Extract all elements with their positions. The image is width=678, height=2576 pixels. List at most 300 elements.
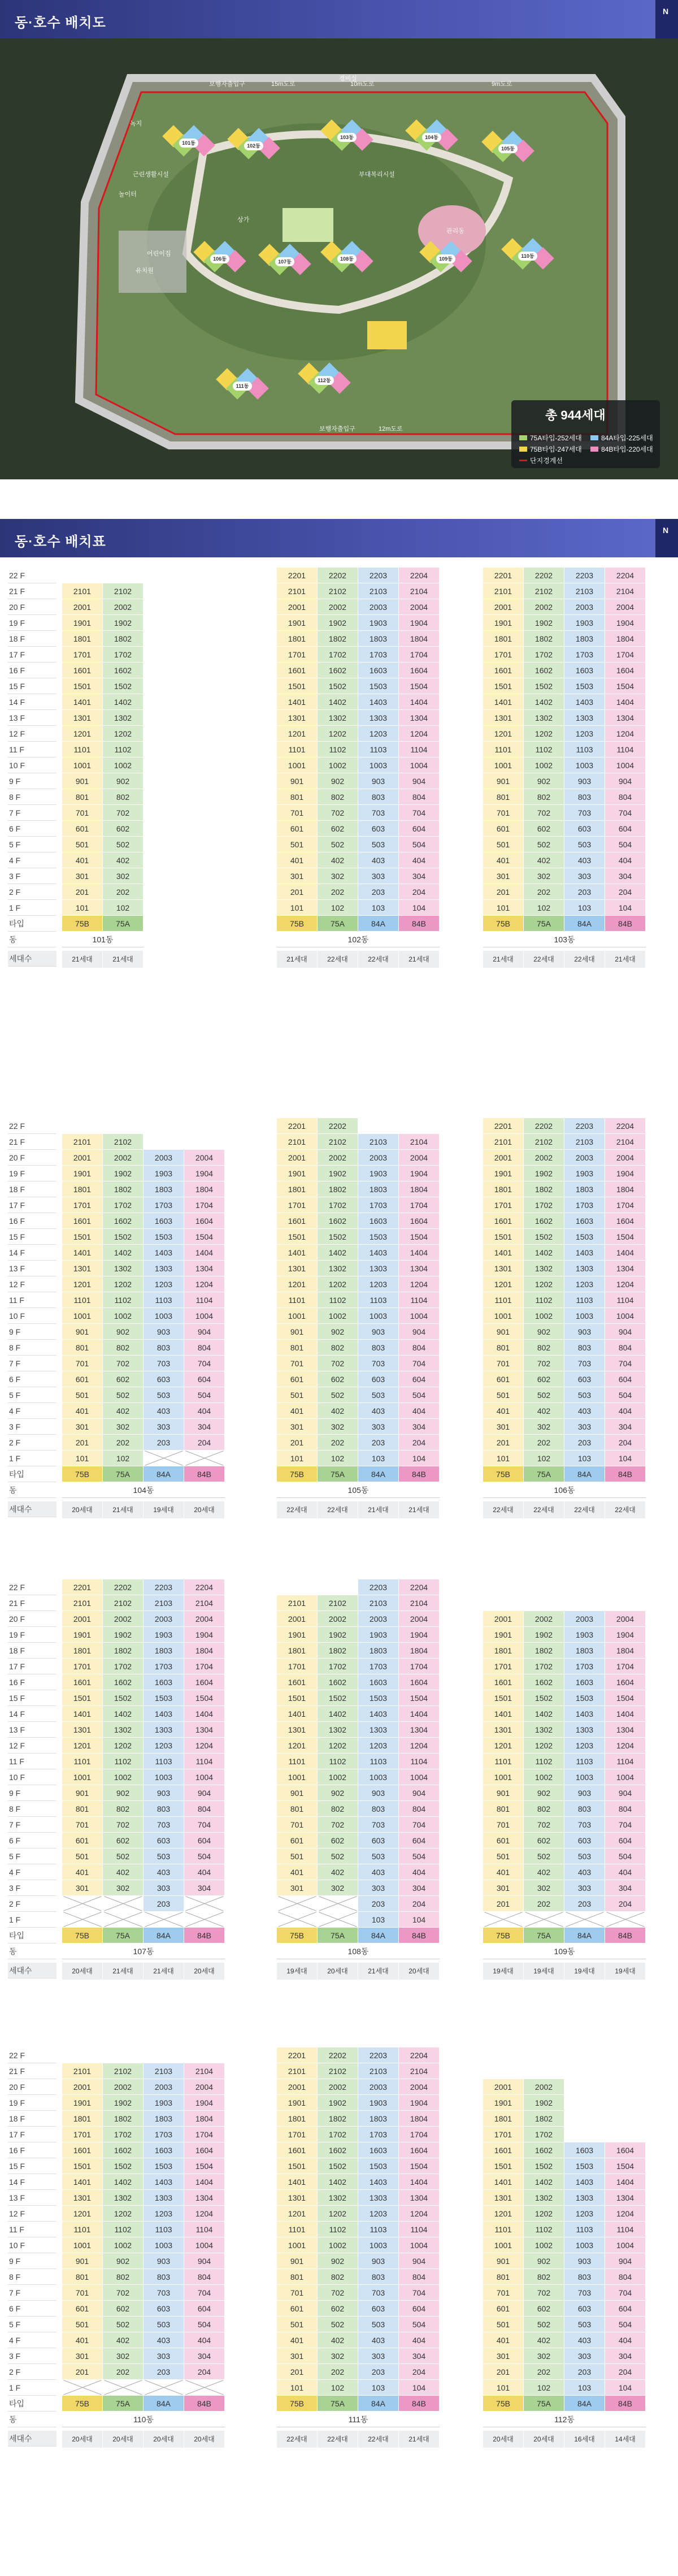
floor-label: 20 F bbox=[8, 1150, 56, 1166]
unit-cell: 901 bbox=[62, 773, 103, 789]
unit-cell: 904 bbox=[605, 773, 646, 789]
building-name: 102동 bbox=[277, 932, 440, 947]
floor-label: 6 F bbox=[8, 1833, 56, 1848]
unit-cell: 604 bbox=[605, 1833, 646, 1848]
unit-cell: 1701 bbox=[483, 1659, 524, 1674]
unit-cell: 1401 bbox=[483, 1706, 524, 1722]
unit-cell: 1602 bbox=[103, 663, 144, 678]
unit-cell: 1701 bbox=[483, 1197, 524, 1213]
unit-cell: 1002 bbox=[103, 2237, 144, 2253]
unit-cell: 1502 bbox=[103, 678, 144, 694]
unit-cell: 1602 bbox=[103, 1674, 144, 1690]
unit-cell: 1203 bbox=[144, 2206, 184, 2222]
building-name: 104동 bbox=[62, 1482, 225, 1498]
unit-cell: 902 bbox=[318, 1785, 358, 1801]
unit-cell-empty bbox=[103, 2380, 144, 2396]
unit-cell: 701 bbox=[483, 805, 524, 821]
unit-type: 84B bbox=[184, 1928, 225, 1943]
floor-label: 7 F bbox=[8, 1817, 56, 1833]
unit-cell: 1002 bbox=[103, 757, 144, 773]
unit-cell: 901 bbox=[483, 773, 524, 789]
unit-cell: 1803 bbox=[144, 2111, 184, 2127]
unit-cell: 2004 bbox=[605, 1611, 646, 1627]
unit-type: 75B bbox=[483, 1928, 524, 1943]
unit-cell: 1204 bbox=[605, 1276, 646, 1292]
unit-cell: 1801 bbox=[62, 1181, 103, 1197]
unit-cell: 1803 bbox=[358, 2111, 399, 2127]
unit-cell: 401 bbox=[483, 852, 524, 868]
unit-cell: 604 bbox=[399, 2301, 440, 2317]
unit-cell: 202 bbox=[524, 2364, 564, 2380]
unit-cell: 103 bbox=[358, 1451, 399, 1466]
unit-count: 22세대 bbox=[564, 1501, 605, 1518]
unit-cell: 604 bbox=[605, 821, 646, 837]
unit-cell: 1404 bbox=[399, 2174, 440, 2190]
unit-cell: 2102 bbox=[318, 1134, 358, 1150]
unit-cell: 1801 bbox=[483, 631, 524, 647]
unit-cell: 401 bbox=[277, 2332, 318, 2348]
unit-cell: 1304 bbox=[184, 1722, 225, 1738]
legend-item: 84A타입-225세대 bbox=[590, 433, 653, 443]
unit-cell: 2101 bbox=[277, 1595, 318, 1611]
unit-cell: 1403 bbox=[358, 1706, 399, 1722]
unit-count: 22세대 bbox=[318, 951, 358, 968]
unit-type: 84A bbox=[564, 1928, 605, 1943]
unit-cell: 1601 bbox=[483, 1213, 524, 1229]
unit-cell: 1602 bbox=[524, 1213, 564, 1229]
unit-cell: 1701 bbox=[483, 647, 524, 663]
unit-count: 20세대 bbox=[184, 1501, 225, 1518]
unit-cell: 302 bbox=[103, 868, 144, 884]
unit-cell: 202 bbox=[103, 884, 144, 900]
unit-cell: 2102 bbox=[103, 1134, 144, 1150]
unit-cell: 1501 bbox=[483, 678, 524, 694]
floor-label: 15 F bbox=[8, 678, 56, 694]
unit-cell: 1501 bbox=[62, 1229, 103, 1245]
unit-cell: 504 bbox=[399, 837, 440, 852]
unit-cell: 703 bbox=[144, 1356, 184, 1371]
unit-cell: 804 bbox=[605, 2269, 646, 2285]
unit-cell: 2201 bbox=[483, 568, 524, 583]
unit-cell: 1504 bbox=[184, 1690, 225, 1706]
building-block bbox=[257, 240, 308, 285]
unit-cell: 603 bbox=[144, 2301, 184, 2317]
unit-cell: 404 bbox=[605, 2332, 646, 2348]
unit-cell: 1203 bbox=[358, 1276, 399, 1292]
floor-label: 21 F bbox=[8, 2063, 56, 2079]
unit-cell: 1003 bbox=[564, 2237, 605, 2253]
floor-label: 7 F bbox=[8, 805, 56, 821]
unit-cell: 1004 bbox=[399, 757, 440, 773]
unit-cell: 1001 bbox=[483, 757, 524, 773]
unit-cell: 1601 bbox=[62, 663, 103, 678]
unit-cell: 902 bbox=[318, 773, 358, 789]
building-label: 103동 bbox=[337, 133, 357, 142]
unit-cell: 1003 bbox=[564, 757, 605, 773]
unit-cell: 1001 bbox=[62, 1769, 103, 1785]
unit-cell: 1001 bbox=[277, 1308, 318, 1324]
unit-cell: 1801 bbox=[62, 2111, 103, 2127]
unit-cell: 1601 bbox=[277, 1213, 318, 1229]
unit-cell: 801 bbox=[277, 789, 318, 805]
unit-cell: 501 bbox=[483, 1387, 524, 1403]
unit-cell: 902 bbox=[103, 773, 144, 789]
unit-cell: 1302 bbox=[318, 2190, 358, 2206]
unit-cell: 802 bbox=[318, 1801, 358, 1817]
unit-cell: 701 bbox=[277, 1817, 318, 1833]
unit-cell: 1702 bbox=[103, 1659, 144, 1674]
unit-cell: 1102 bbox=[318, 1754, 358, 1769]
unit-type: 75B bbox=[62, 916, 103, 932]
unit-cell: 1101 bbox=[62, 1754, 103, 1769]
unit-cell: 1101 bbox=[277, 1754, 318, 1769]
unit-cell: 1602 bbox=[318, 1674, 358, 1690]
unit-cell: 2101 bbox=[62, 583, 103, 599]
unit-cell: 1003 bbox=[144, 2237, 184, 2253]
unit-cell: 1202 bbox=[103, 1276, 144, 1292]
unit-cell: 1104 bbox=[605, 1292, 646, 1308]
floor-label: 16 F bbox=[8, 1213, 56, 1229]
unit-cell: 1102 bbox=[524, 1292, 564, 1308]
unit-cell: 1604 bbox=[605, 1213, 646, 1229]
unit-type: 84A bbox=[564, 916, 605, 932]
unit-cell: 203 bbox=[358, 1435, 399, 1451]
unit-cell: 1804 bbox=[184, 1181, 225, 1197]
unit-cell: 1401 bbox=[62, 1245, 103, 1261]
unit-cell: 1802 bbox=[103, 2111, 144, 2127]
unit-cell: 1504 bbox=[399, 2158, 440, 2174]
unit-cell: 704 bbox=[399, 2285, 440, 2301]
unit-cell: 1004 bbox=[184, 1308, 225, 1324]
unit-cell: 802 bbox=[318, 2269, 358, 2285]
unit-cell: 1901 bbox=[277, 615, 318, 631]
unit-cell: 1203 bbox=[358, 2206, 399, 2222]
unit-cell: 1502 bbox=[318, 2158, 358, 2174]
unit-cell: 1503 bbox=[358, 678, 399, 694]
unit-cell: 1203 bbox=[358, 726, 399, 742]
unit-cell: 304 bbox=[184, 1419, 225, 1435]
unit-cell: 1902 bbox=[318, 1166, 358, 1181]
unit-cell: 804 bbox=[605, 1801, 646, 1817]
unit-cell: 103 bbox=[564, 2380, 605, 2396]
unit-cell: 1703 bbox=[144, 1659, 184, 1674]
unit-count: 20세대 bbox=[62, 1963, 103, 1980]
building-label: 109동 bbox=[436, 254, 455, 263]
unit-cell: 1602 bbox=[524, 1674, 564, 1690]
unit-cell: 2102 bbox=[318, 1595, 358, 1611]
building-name: 107동 bbox=[62, 1943, 225, 1959]
unit-cell: 1102 bbox=[318, 2222, 358, 2237]
unit-cell: 2004 bbox=[399, 599, 440, 615]
unit-cell: 1403 bbox=[358, 694, 399, 710]
building-label: 106동 bbox=[210, 254, 229, 263]
unit-cell: 703 bbox=[564, 805, 605, 821]
unit-cell: 401 bbox=[277, 852, 318, 868]
building-label: 110동 bbox=[518, 252, 537, 261]
unit-cell: 1503 bbox=[358, 1229, 399, 1245]
unit-cell: 801 bbox=[483, 2269, 524, 2285]
unit-cell: 303 bbox=[358, 2348, 399, 2364]
unit-cell: 604 bbox=[184, 1833, 225, 1848]
legend-item: 84B타입-220세대 bbox=[590, 444, 653, 454]
unit-cell: 1403 bbox=[144, 1706, 184, 1722]
unit-cell-empty bbox=[318, 1896, 358, 1912]
unit-cell: 1203 bbox=[564, 2206, 605, 2222]
unit-cell: 1502 bbox=[524, 2158, 564, 2174]
unit-cell: 1602 bbox=[103, 2142, 144, 2158]
unit-cell: 901 bbox=[62, 1324, 103, 1340]
unit-cell: 902 bbox=[524, 1785, 564, 1801]
unit-cell: 602 bbox=[103, 2301, 144, 2317]
legend-item: 75B타입-247세대 bbox=[519, 444, 582, 454]
unit-cell: 1004 bbox=[605, 757, 646, 773]
unit-count: 16세대 bbox=[564, 2431, 605, 2448]
unit-cell: 802 bbox=[524, 1801, 564, 1817]
unit-cell: 904 bbox=[399, 773, 440, 789]
unit-cell: 703 bbox=[564, 1817, 605, 1833]
unit-cell: 103 bbox=[564, 1451, 605, 1466]
unit-cell: 1702 bbox=[318, 1197, 358, 1213]
unit-cell: 902 bbox=[103, 1324, 144, 1340]
unit-count: 21세대 bbox=[399, 1501, 440, 1518]
unit-cell: 2001 bbox=[483, 1150, 524, 1166]
unit-cell: 2101 bbox=[483, 1134, 524, 1150]
unit-cell: 1103 bbox=[144, 2222, 184, 2237]
unit-cell: 701 bbox=[483, 1356, 524, 1371]
unit-cell: 1304 bbox=[605, 1722, 646, 1738]
unit-cell: 502 bbox=[524, 1387, 564, 1403]
unit-cell: 1601 bbox=[483, 1674, 524, 1690]
unit-cell: 1701 bbox=[277, 647, 318, 663]
unit-cell: 302 bbox=[318, 868, 358, 884]
unit-cell: 1204 bbox=[184, 1276, 225, 1292]
unit-cell: 1101 bbox=[277, 2222, 318, 2237]
floor-label: 18 F bbox=[8, 1643, 56, 1659]
unit-cell: 1304 bbox=[399, 2190, 440, 2206]
unit-cell: 1101 bbox=[277, 1292, 318, 1308]
unit-cell: 1802 bbox=[103, 1643, 144, 1659]
unit-cell: 101 bbox=[277, 2380, 318, 2396]
unit-cell: 1802 bbox=[103, 631, 144, 647]
unit-cell: 202 bbox=[318, 884, 358, 900]
unit-cell: 1101 bbox=[483, 1754, 524, 1769]
unit-cell: 1903 bbox=[144, 2095, 184, 2111]
unit-cell: 902 bbox=[103, 2253, 144, 2269]
building-name: 108동 bbox=[277, 1943, 440, 1959]
unit-cell: 1704 bbox=[184, 1659, 225, 1674]
unit-cell: 1902 bbox=[524, 2095, 564, 2111]
unit-cell: 1203 bbox=[358, 1738, 399, 1754]
unit-cell: 503 bbox=[144, 2317, 184, 2332]
unit-cell: 1803 bbox=[358, 631, 399, 647]
floor-label: 3 F bbox=[8, 1419, 56, 1435]
unit-cell: 803 bbox=[564, 2269, 605, 2285]
unit-cell: 203 bbox=[144, 2364, 184, 2380]
unit-cell: 1903 bbox=[358, 615, 399, 631]
unit-cell: 1402 bbox=[103, 694, 144, 710]
unit-cell: 202 bbox=[524, 1896, 564, 1912]
unit-cell: 201 bbox=[483, 884, 524, 900]
unit-cell: 903 bbox=[358, 1785, 399, 1801]
unit-cell: 301 bbox=[483, 1419, 524, 1435]
unit-cell: 1604 bbox=[399, 1674, 440, 1690]
unit-cell: 904 bbox=[399, 1324, 440, 1340]
unit-cell: 601 bbox=[277, 1371, 318, 1387]
floor-label: 21 F bbox=[8, 1134, 56, 1150]
unit-cell: 1001 bbox=[483, 1308, 524, 1324]
unit-cell: 1003 bbox=[358, 1769, 399, 1785]
building-block bbox=[297, 359, 347, 404]
unit-cell: 2202 bbox=[318, 568, 358, 583]
sedae-row-label: 세대수 bbox=[8, 951, 56, 967]
map-label: 상가 bbox=[237, 217, 250, 223]
unit-type: 75B bbox=[483, 2396, 524, 2412]
unit-cell: 201 bbox=[277, 2364, 318, 2380]
unit-cell: 1501 bbox=[62, 678, 103, 694]
floor-label: 9 F bbox=[8, 1785, 56, 1801]
unit-cell: 2002 bbox=[318, 599, 358, 615]
unit-cell: 301 bbox=[483, 1880, 524, 1896]
unit-cell-empty bbox=[524, 1912, 564, 1928]
unit-cell: 1103 bbox=[358, 2222, 399, 2237]
unit-cell: 503 bbox=[564, 837, 605, 852]
unit-cell: 701 bbox=[62, 805, 103, 821]
floor-label: 22 F bbox=[8, 2047, 56, 2063]
dong-row-label: 동 bbox=[8, 1943, 56, 1959]
unit-cell: 1104 bbox=[399, 742, 440, 757]
unit-cell: 901 bbox=[483, 1324, 524, 1340]
floor-label: 10 F bbox=[8, 1769, 56, 1785]
unit-cell: 2204 bbox=[605, 1118, 646, 1134]
unit-cell: 2103 bbox=[144, 1595, 184, 1611]
unit-cell: 303 bbox=[144, 1880, 184, 1896]
unit-cell: 1903 bbox=[144, 1166, 184, 1181]
unit-cell: 2004 bbox=[399, 1150, 440, 1166]
unit-cell: 1804 bbox=[605, 1643, 646, 1659]
unit-cell: 1903 bbox=[358, 1166, 399, 1181]
unit-cell: 404 bbox=[184, 1864, 225, 1880]
unit-cell: 602 bbox=[103, 821, 144, 837]
unit-cell: 901 bbox=[277, 2253, 318, 2269]
unit-cell: 301 bbox=[62, 2348, 103, 2364]
unit-cell: 1404 bbox=[184, 1245, 225, 1261]
unit-cell: 701 bbox=[277, 2285, 318, 2301]
unit-count: 22세대 bbox=[524, 951, 564, 968]
unit-cell: 401 bbox=[277, 1403, 318, 1419]
unit-cell: 203 bbox=[564, 1435, 605, 1451]
unit-cell: 1103 bbox=[358, 1754, 399, 1769]
map-label: 보행자출입구 bbox=[209, 81, 245, 88]
unit-cell: 1803 bbox=[144, 1181, 184, 1197]
unit-cell: 601 bbox=[483, 1833, 524, 1848]
unit-cell: 603 bbox=[564, 1833, 605, 1848]
unit-cell: 2002 bbox=[524, 599, 564, 615]
unit-cell: 1603 bbox=[564, 1674, 605, 1690]
unit-cell: 2201 bbox=[62, 1579, 103, 1595]
unit-cell: 1802 bbox=[318, 1643, 358, 1659]
unit-cell: 2201 bbox=[483, 1118, 524, 1134]
unit-cell: 1703 bbox=[564, 1659, 605, 1674]
unit-cell: 1304 bbox=[605, 710, 646, 726]
unit-cell: 1103 bbox=[144, 1292, 184, 1308]
unit-cell: 1902 bbox=[318, 615, 358, 631]
unit-type: 84B bbox=[399, 2396, 440, 2412]
unit-cell: 1503 bbox=[144, 2158, 184, 2174]
unit-cell: 1304 bbox=[399, 1722, 440, 1738]
unit-cell: 1201 bbox=[277, 2206, 318, 2222]
unit-cell: 1203 bbox=[144, 1276, 184, 1292]
unit-cell: 1302 bbox=[318, 1722, 358, 1738]
unit-cell: 502 bbox=[318, 2317, 358, 2332]
floor-label: 8 F bbox=[8, 789, 56, 805]
unit-cell: 303 bbox=[564, 1880, 605, 1896]
unit-cell: 1603 bbox=[144, 2142, 184, 2158]
unit-cell: 801 bbox=[483, 1340, 524, 1356]
unit-cell: 1902 bbox=[524, 615, 564, 631]
unit-cell: 1604 bbox=[605, 663, 646, 678]
unit-cell: 301 bbox=[62, 1880, 103, 1896]
unit-cell: 1702 bbox=[524, 2127, 564, 2142]
unit-cell: 2103 bbox=[564, 583, 605, 599]
building-name: 112동 bbox=[483, 2412, 646, 2427]
unit-cell-empty bbox=[318, 1912, 358, 1928]
unit-cell: 303 bbox=[358, 868, 399, 884]
unit-cell: 1804 bbox=[605, 631, 646, 647]
floor-label: 5 F bbox=[8, 2317, 56, 2332]
unit-cell: 1901 bbox=[483, 1627, 524, 1643]
unit-cell: 1502 bbox=[103, 2158, 144, 2174]
unit-cell: 1504 bbox=[399, 1690, 440, 1706]
unit-cell: 903 bbox=[144, 2253, 184, 2269]
unit-cell: 2103 bbox=[144, 2063, 184, 2079]
floor-label: 2 F bbox=[8, 884, 56, 900]
unit-type: 75A bbox=[103, 1466, 144, 1482]
unit-cell: 502 bbox=[524, 1848, 564, 1864]
unit-cell: 1202 bbox=[103, 1738, 144, 1754]
unit-cell: 1204 bbox=[399, 2206, 440, 2222]
unit-cell-empty bbox=[184, 1912, 225, 1928]
unit-cell: 1104 bbox=[605, 2222, 646, 2237]
floor-label: 11 F bbox=[8, 1754, 56, 1769]
unit-cell: 2202 bbox=[524, 568, 564, 583]
unit-cell: 1004 bbox=[184, 1769, 225, 1785]
unit-cell: 1304 bbox=[605, 1261, 646, 1276]
unit-cell: 1703 bbox=[144, 1197, 184, 1213]
unit-cell: 2102 bbox=[103, 1595, 144, 1611]
unit-cell: 1504 bbox=[605, 1229, 646, 1245]
unit-cell: 1504 bbox=[399, 1229, 440, 1245]
map-label: 어린이집 bbox=[147, 250, 171, 257]
unit-cell: 1601 bbox=[277, 2142, 318, 2158]
floor-label: 18 F bbox=[8, 2111, 56, 2127]
unit-cell: 1004 bbox=[605, 1308, 646, 1324]
unit-cell: 1302 bbox=[103, 1261, 144, 1276]
floor-label: 17 F bbox=[8, 647, 56, 663]
unit-cell: 403 bbox=[564, 852, 605, 868]
unit-cell: 1002 bbox=[524, 2237, 564, 2253]
unit-cell: 1101 bbox=[62, 1292, 103, 1308]
unit-cell: 1704 bbox=[184, 1197, 225, 1213]
unit-cell: 802 bbox=[103, 1801, 144, 1817]
unit-cell: 1501 bbox=[62, 2158, 103, 2174]
unit-type: 84B bbox=[184, 1466, 225, 1482]
unit-cell: 402 bbox=[524, 1403, 564, 1419]
unit-cell: 1503 bbox=[358, 2158, 399, 2174]
unit-cell: 1504 bbox=[605, 2158, 646, 2174]
unit-cell: 1904 bbox=[184, 1166, 225, 1181]
unit-cell: 1203 bbox=[144, 1738, 184, 1754]
unit-cell: 502 bbox=[103, 2317, 144, 2332]
